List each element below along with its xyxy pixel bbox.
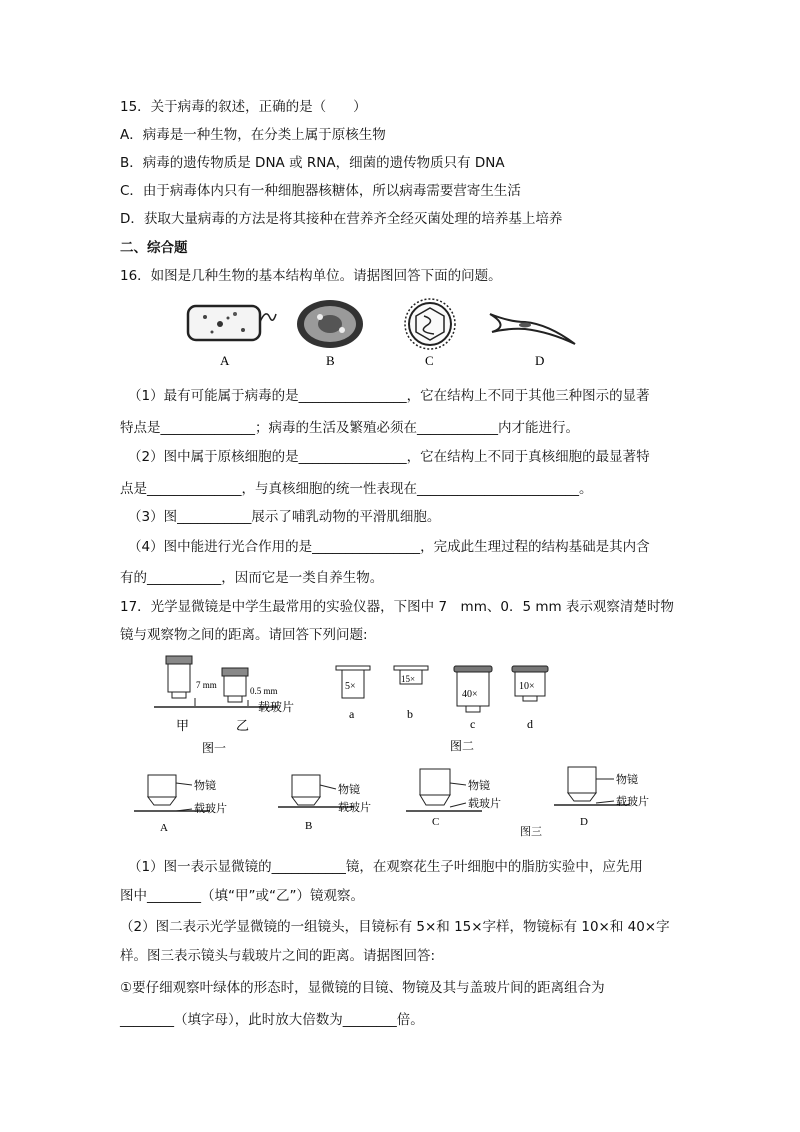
q16-part1-line2: 特点是______________；病毒的生活及繁殖必须在____________内才能进行。 [120,420,579,436]
d-objective-label: 物镜 [616,774,638,786]
figure-c-virus [405,299,455,349]
q16-part3: （3）图___________展示了哺乳动物的平滑肌细胞。 [128,509,441,525]
b-slide-label: 载玻片 [338,802,371,814]
section-heading: 二、综合题 [120,240,188,256]
q17-part3-line1: ①要仔细观察叶绿体的形态时，显微镜的目镜、物镜及其与盖玻片间的距离组合为 [120,980,605,996]
q16-part4-line1: （4）图中能进行光合作用的是________________，完成此生理过程的结构基础是其内含 [128,539,650,555]
lens-a-mag: 5× [345,681,356,692]
fig-label-c: C [425,353,434,368]
q17-part2-line2: 样。图三表示镜头与载玻片之间的距离。请据图回答: [120,948,436,964]
a-slide-label: 载玻片 [194,803,227,815]
b-objective-label: 物镜 [338,784,360,796]
objective-jia [166,656,192,698]
slide-label: 载玻片 [258,700,295,714]
c-objective-label: 物镜 [468,780,490,792]
q17-figure-3 [130,765,690,840]
lens-letter-d: d [527,717,533,731]
q17-figure-2 [330,660,570,760]
figure-a-bacterium [188,306,276,340]
label-yi: 乙 [236,718,250,733]
figure-1-caption: 图一 [202,741,227,755]
q15-option-c: C．由于病毒体内只有一种细胞器核糖体，所以病毒需要营寄生生活 [120,183,521,199]
lens-b-mag: 15× [401,674,416,684]
q16-part2-line2: 点是______________，与真核细胞的统一性表现在________________________。 [120,481,593,497]
q16-part1-line1: （1）最有可能属于病毒的是________________，它在结构上不同于其他三种图示的显著 [128,388,650,404]
q17-part1-line2: 图中________（填“甲”或“乙”）镜观察。 [120,888,364,904]
lens-d-mag: 10× [519,681,535,692]
setup-letter-d: D [580,816,588,828]
c-slide-label: 载玻片 [468,798,501,810]
q16-part4-line2: 有的___________，因而它是一类自养生物。 [120,570,384,586]
q15-stem: 15．关于病毒的叙述，正确的是（ ） [120,99,367,115]
a-objective-label: 物镜 [194,780,216,792]
q15-option-b: B．病毒的遗传物质是 DNA 或 RNA，细菌的遗传物质只有 DNA [120,155,505,171]
figure-b-cell [297,300,363,348]
fig-label-d: D [535,353,545,368]
setup-letter-c: C [432,816,440,828]
q17-figure-1 [150,650,330,760]
setup-letter-a: A [160,822,168,834]
setup-letter-b: B [305,820,313,832]
lens-c-mag: 40× [462,689,478,700]
d-slide-label: 载玻片 [616,796,649,808]
q16-stem: 16．如图是几种生物的基本结构单位。请据图回答下面的问题。 [120,268,502,284]
lens-letter-b: b [407,707,413,721]
objective-yi [222,668,248,702]
q17-part2-line1: （2）图二表示光学显微镜的一组镜头，目镜标有 5×和 15×字样，物镜标有 10×和 40×字 [120,919,670,935]
figure-d-muscle-cell [490,314,575,344]
q17-stem-line2: 镜与观察物之间的距离。请回答下列问题: [120,627,368,643]
label-jia: 甲 [176,718,190,733]
q15-option-a: A．病毒是一种生物，在分类上属于原核生物 [120,127,386,143]
fig-label-a: A [220,353,230,368]
figure-3-caption: 图三 [520,826,542,838]
distance-7mm: 7 mm [196,680,217,690]
distance-05mm: 0.5 mm [250,686,278,696]
q17-stem-line1: 17．光学显微镜是中学生最常用的实验仪器，下图中 7 mm、0．5 mm 表示观察清楚时物 [120,599,674,615]
q16-part2-line1: （2）图中属于原核细胞的是________________，它在结构上不同于真核细胞的最显著特 [128,449,650,465]
q15-option-d: D．获取大量病毒的方法是将其接种在营养齐全经灭菌处理的培养基上培养 [120,211,563,227]
figure-2-caption: 图二 [450,739,475,753]
lens-letter-a: a [349,707,355,721]
q16-figure [180,292,600,372]
fig-label-b: B [326,353,335,368]
q17-part3-line2: ________（填字母），此时放大倍数为________倍。 [120,1012,424,1028]
q17-part1-line1: （1）图一表示显微镜的___________镜，在观察花生子叶细胞中的脂肪实验中，应先用 [128,859,643,875]
lens-letter-c: c [470,717,476,731]
